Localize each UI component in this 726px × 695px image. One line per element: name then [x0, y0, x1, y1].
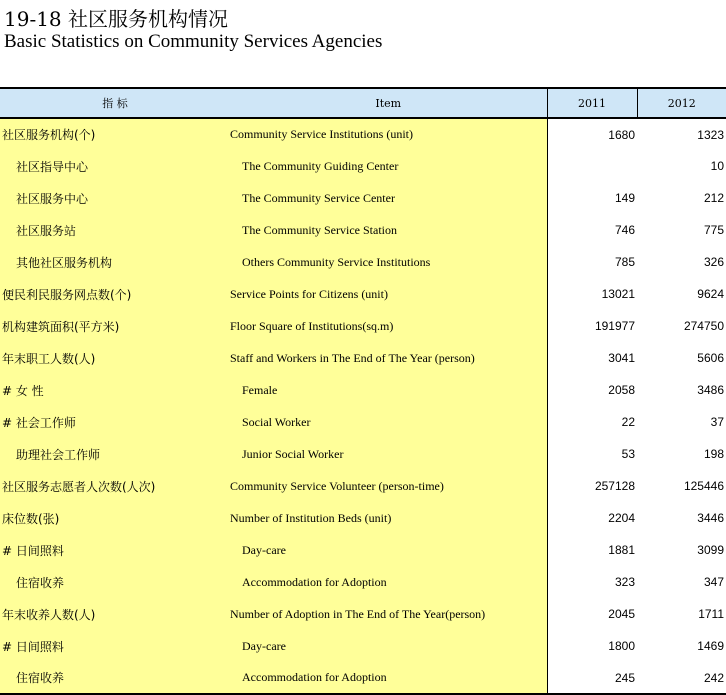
row-label-zh: # 日间照料 [0, 630, 230, 662]
value-2011: 191977 [547, 310, 637, 342]
page-title-english: Basic Statistics on Community Services Agencies [4, 31, 383, 52]
value-2011: 13021 [547, 278, 637, 310]
row-label-en: Female [230, 374, 547, 406]
value-2011: 1881 [547, 534, 637, 566]
value-2012: 3446 [697, 511, 724, 525]
table-row [0, 118, 726, 150]
table-row [0, 406, 726, 438]
row-label-en: Number of Institution Beds (unit) [230, 502, 547, 534]
row-label-en: Day-care [230, 630, 547, 662]
page-title-chinese: 19-18 社区服务机构情况 [4, 7, 229, 31]
table-row [0, 502, 726, 534]
row-label-zh: 社区服务中心 [0, 182, 230, 214]
statistics-table [0, 87, 726, 695]
header-item-en: Item [230, 88, 547, 118]
header-year-2012: 2012 [637, 88, 726, 118]
value-2011: 1800 [547, 630, 637, 662]
row-label-en: Social Worker [230, 406, 547, 438]
value-2011: 1680 [547, 118, 637, 150]
value-2011: 2204 [547, 502, 637, 534]
table-row [0, 534, 726, 566]
value-2011: 22 [547, 406, 637, 438]
value-2012: 326 [703, 255, 724, 269]
row-label-en: Accommodation for Adoption [230, 566, 547, 598]
value-2012: 347 [703, 575, 724, 589]
value-2011: 53 [547, 438, 637, 470]
table-row [0, 630, 726, 662]
row-label-zh: 社区服务志愿者人次数(人次) [0, 470, 230, 502]
value-2012: 775 [703, 223, 724, 237]
value-2012: 5606 [697, 351, 724, 365]
row-label-en: Others Community Service Institutions [230, 246, 547, 278]
table-row [0, 310, 726, 342]
value-2011: 2058 [547, 374, 637, 406]
value-2012: 1711 [698, 607, 724, 621]
row-label-zh: 机构建筑面积(平方米) [0, 310, 230, 342]
value-2012: 3099 [697, 543, 724, 557]
value-2012: 125446 [683, 479, 724, 493]
table-row [0, 566, 726, 598]
value-2012: 3486 [697, 383, 724, 397]
row-label-zh: 社区指导中心 [0, 150, 230, 182]
value-2012: 274750 [683, 319, 724, 333]
value-2012: 242 [637, 662, 726, 694]
table-row [0, 598, 726, 630]
table-row [0, 214, 726, 246]
row-label-en: The Community Service Center [230, 182, 547, 214]
row-label-zh: 年末职工人数(人) [0, 342, 230, 374]
row-label-zh: # 女 性 [0, 374, 230, 406]
value-2012: 212 [703, 191, 724, 205]
row-label-zh: 社区服务站 [0, 214, 230, 246]
value-2011: 257128 [547, 470, 637, 502]
row-label-en: Number of Adoption in The End of The Year(person) [230, 598, 547, 630]
table-row [0, 278, 726, 310]
row-label-en: Floor Square of Institutions(sq.m) [230, 310, 547, 342]
header-year-2011: 2011 [547, 88, 637, 118]
row-label-zh: 住宿收养 [0, 566, 230, 598]
value-2011: 323 [547, 566, 637, 598]
row-label-en: The Community Guiding Center [230, 150, 547, 182]
table-row [0, 662, 726, 694]
header-indicator-zh: 指 标 [0, 88, 230, 118]
row-label-zh: # 社会工作师 [0, 406, 230, 438]
table-row [0, 246, 726, 278]
value-2012: 9624 [697, 287, 724, 301]
row-label-en: Community Service Volunteer (person-time) [230, 470, 547, 502]
value-2011: 746 [547, 214, 637, 246]
value-2011: 3041 [547, 342, 637, 374]
row-label-en: Community Service Institutions (unit) [230, 118, 547, 150]
row-label-zh: # 日间照料 [0, 534, 230, 566]
row-label-zh: 其他社区服务机构 [0, 246, 230, 278]
value-2012: 37 [710, 415, 724, 429]
row-label-zh: 床位数(张) [0, 502, 230, 534]
row-label-en: Service Points for Citizens (unit) [230, 278, 547, 310]
table-row [0, 374, 726, 406]
value-2011: 2045 [547, 598, 637, 630]
value-2012: 10 [710, 159, 724, 173]
value-2012: 1323 [697, 127, 724, 142]
table-row [0, 438, 726, 470]
row-label-zh: 便民利民服务网点数(个) [0, 278, 230, 310]
table-header-row [0, 88, 726, 118]
value-2011: 149 [547, 182, 637, 214]
row-label-en: The Community Service Station [230, 214, 547, 246]
value-2011 [547, 150, 637, 182]
table-row [0, 470, 726, 502]
row-label-zh: 助理社会工作师 [0, 438, 230, 470]
row-label-zh: 社区服务机构(个) [0, 118, 230, 150]
row-label-en: Junior Social Worker [230, 438, 547, 470]
row-label-en: Accommodation for Adoption [230, 662, 547, 694]
value-2011: 785 [547, 246, 637, 278]
row-label-en: Day-care [230, 534, 547, 566]
table-row [0, 182, 726, 214]
table-row [0, 150, 726, 182]
value-2012: 198 [703, 447, 724, 461]
row-label-zh: 住宿收养 [0, 662, 230, 694]
row-label-zh: 年末收养人数(人) [0, 598, 230, 630]
value-2012: 1469 [697, 639, 724, 653]
table-row [0, 342, 726, 374]
value-2011: 245 [547, 662, 637, 694]
row-label-en: Staff and Workers in The End of The Year (person) [230, 342, 547, 374]
